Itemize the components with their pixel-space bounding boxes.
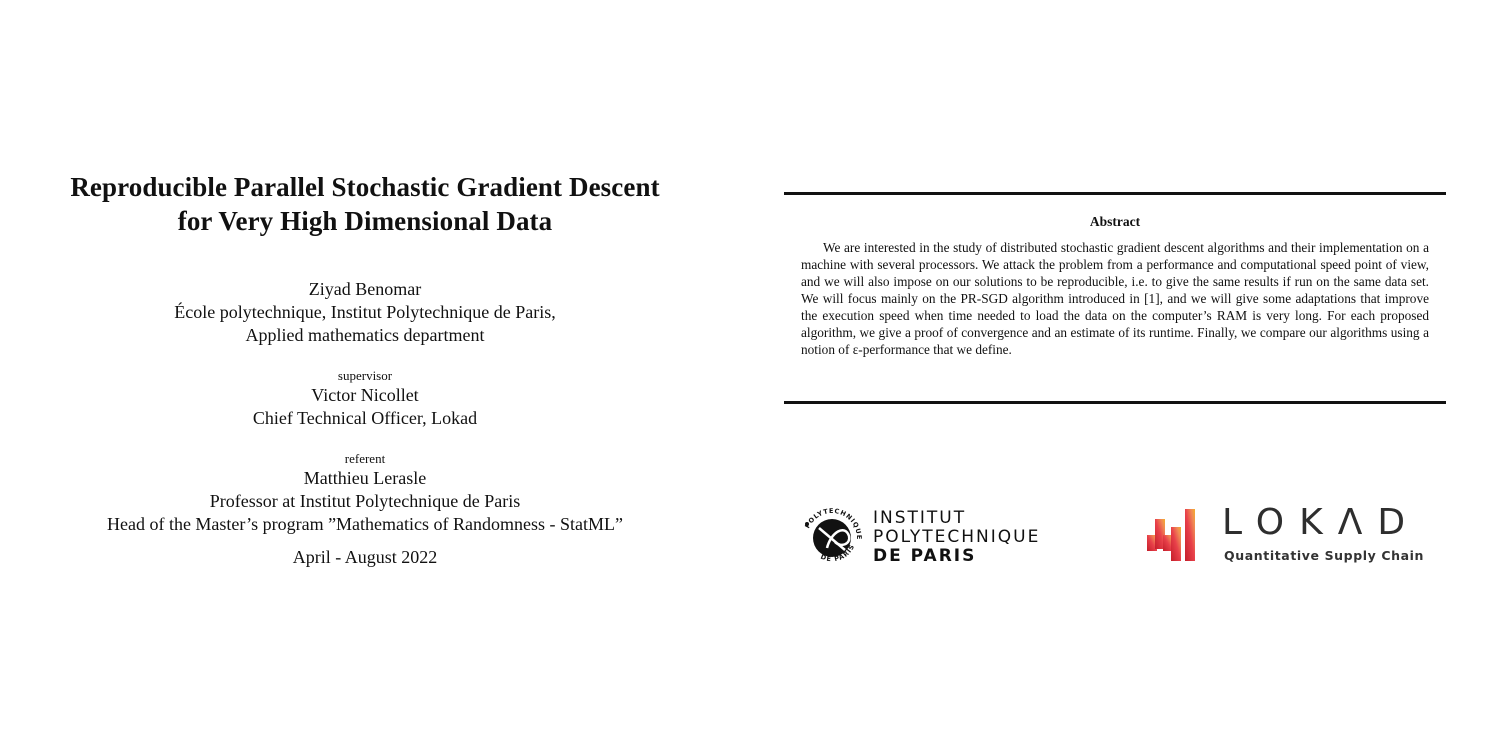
ipp-logo <box>797 502 1067 574</box>
lokad-wordmark: LOKΛD <box>1222 502 1421 543</box>
referent-block <box>20 450 710 536</box>
author-affiliation-1: École polytechnique, Institut Polytechnique de Paris, <box>174 302 556 322</box>
lokad-logo <box>1145 502 1435 567</box>
referent-position-1: Professor at Institut Polytechnique de Paris <box>209 491 521 511</box>
lokad-tagline: Quantitative Supply Chain <box>1224 548 1425 563</box>
ipp-ring-top: POLYTECHNIQUE <box>803 506 864 541</box>
svg-text:DE PARIS: DE PARIS <box>819 542 857 564</box>
referent-position-2: Head of the Master’s program ”Mathematics of Randomness - StatML” <box>106 514 624 534</box>
document-title <box>20 170 710 238</box>
referent-name: Matthieu Lerasle <box>303 468 427 488</box>
ipp-wordmark <box>873 509 1040 566</box>
supervisor-name: Victor Nicollet <box>311 385 419 405</box>
ipp-line-1: INSTITUT <box>873 508 967 528</box>
ipp-line-3: DE PARIS <box>873 546 977 566</box>
ipp-emblem-icon <box>797 502 867 574</box>
title-line-2: for Very High Dimensional Data <box>177 206 553 236</box>
date: April - August 2022 <box>292 547 438 567</box>
abstract-top-rule <box>784 192 1446 195</box>
author-name: Ziyad Benomar <box>308 279 422 299</box>
supervisor-block <box>20 367 710 430</box>
title-block <box>20 170 710 569</box>
ipp-line-2: POLYTECHNIQUE <box>873 527 1041 547</box>
abstract-heading: Abstract <box>1089 214 1141 229</box>
author-block <box>20 278 710 569</box>
abstract-bottom-rule <box>784 401 1446 404</box>
title-line-1: Reproducible Parallel Stochastic Gradient Descent <box>70 172 660 202</box>
lokad-bars-icon <box>1145 505 1205 567</box>
supervisor-label: supervisor <box>337 368 393 383</box>
abstract-text: We are interested in the study of distributed stochastic gradient descent algorithms and their implementation on a machine with several processors. We attack the problem from a performance and computational speed point of view, and we will also impose on our solutions to be reproducible, i.e. to give the same results if run on the same data set. We will focus mainly on the PR-SGD algorithm introduced in [1], and we will give some adaptations that improve the execution speed when time needed to load the data on the computer’s RAM is very long. For each proposed algorithm, we give a proof of convergence and an estimate of its runtime. Finally, we compare our algorithms using a notion of ε-performance that we define. <box>801 240 1429 357</box>
referent-label: referent <box>344 451 386 466</box>
author-affiliation-2: Applied mathematics department <box>245 325 485 345</box>
supervisor-position: Chief Technical Officer, Lokad <box>252 408 478 428</box>
